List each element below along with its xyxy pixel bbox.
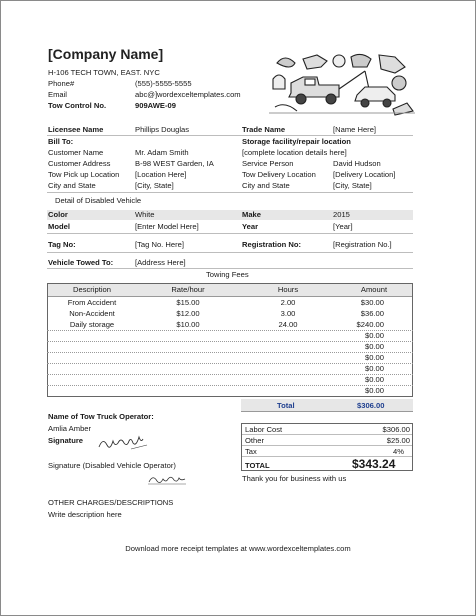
phone-value: (555)-5555-5555 <box>135 79 192 88</box>
licensee-value: Phillips Douglas <box>135 125 190 134</box>
tow-pickup-value: [Location Here] <box>135 170 187 179</box>
company-name: [Company Name] <box>48 46 164 62</box>
fees-cell-description: Non-Accident <box>69 309 115 318</box>
customer-address-value: B-98 WEST Garden, IA <box>135 159 214 168</box>
storage-value: [complete location details here] <box>242 148 347 157</box>
row-separator <box>47 363 413 364</box>
divider <box>47 252 413 253</box>
tax-label: Tax <box>245 447 257 456</box>
tax-value: 4% <box>393 447 404 456</box>
email-label: Email <box>48 90 67 99</box>
disabled-signature-label: Signature (Disabled Vehicle Operator) <box>48 461 176 470</box>
row-separator <box>47 330 413 331</box>
city-state-value-2: [City, State] <box>333 181 372 190</box>
other-charges-text: Write description here <box>48 510 122 519</box>
make-value: 2015 <box>333 210 350 219</box>
storage-label: Storage facility/repair location <box>242 137 351 146</box>
summary-total-value: $343.24 <box>352 457 396 471</box>
tag-label: Tag No: <box>48 240 76 249</box>
fees-cell-amount: $0.00 <box>364 331 384 340</box>
phone-label: Phone# <box>48 79 75 88</box>
fees-total-value: $306.00 <box>357 401 385 410</box>
fees-cell-amount: $240.00 <box>356 320 384 329</box>
fees-table <box>47 283 413 397</box>
model-value: [Enter Model Here] <box>135 222 199 231</box>
email-value: abc@]wordexceltemplates.com <box>135 90 241 99</box>
divider <box>47 268 413 269</box>
other-label: Other <box>245 436 264 445</box>
fees-total-row <box>241 399 413 412</box>
registration-label: Registration No: <box>242 240 302 249</box>
service-person-value: David Hudson <box>333 159 381 168</box>
operator-label: Name of Tow Truck Operator: <box>48 412 154 421</box>
fees-total-label: Total <box>277 401 295 410</box>
customer-name-value: Mr. Adam Smith <box>135 148 189 157</box>
summary-total-label: TOTAL <box>245 461 270 470</box>
tow-pickup-label: Tow Pick up Location <box>48 170 120 179</box>
vehicle-section-title: Detail of Disabled Vehicle <box>55 196 142 205</box>
fees-cell-amount: $0.00 <box>364 353 384 362</box>
operator-signature-label: Signature <box>48 436 84 445</box>
fees-cell-amount: $36.00 <box>360 309 384 318</box>
color-label: Color <box>48 210 68 219</box>
model-label: Model <box>48 222 70 231</box>
row-separator <box>47 374 413 375</box>
fees-cell-hours: 24.00 <box>278 320 298 329</box>
fees-cell-amount: $30.00 <box>360 298 384 307</box>
fees-cell-hours: 2.00 <box>280 298 296 307</box>
fees-cell-rate: $10.00 <box>176 320 200 329</box>
divider <box>47 192 413 193</box>
other-value: $25.00 <box>386 436 410 445</box>
registration-value: [Registration No.] <box>333 240 392 249</box>
row-separator <box>47 341 413 342</box>
customer-address-label: Customer Address <box>48 159 111 168</box>
city-state-label: City and State <box>48 181 96 190</box>
row-separator <box>47 352 413 353</box>
footer-text: Download more receipt templates at www.wordexceltemplates.com <box>125 544 351 553</box>
divider <box>47 233 413 234</box>
labor-label: Labor Cost <box>245 425 283 434</box>
trade-label: Trade Name <box>242 125 286 134</box>
tow-truck-cartoon-icon <box>269 49 415 119</box>
year-value: [Year] <box>333 222 353 231</box>
customer-name-label: Customer Name <box>48 148 104 157</box>
row-separator <box>47 385 413 386</box>
fees-header-hours: Hours <box>277 285 299 294</box>
bill-to-label: Bill To: <box>48 137 74 146</box>
summary-box <box>241 423 413 471</box>
fees-cell-rate: $12.00 <box>176 309 200 318</box>
tow-delivery-label: Tow Delivery Location <box>242 170 316 179</box>
fees-cell-rate: $15.00 <box>176 298 200 307</box>
other-charges-label: OTHER CHARGES/DESCRIPTIONS <box>48 498 174 507</box>
towed-to-value: [Address Here] <box>135 258 186 267</box>
fees-cell-description: From Accident <box>67 298 117 307</box>
operator-signature-image <box>97 435 153 451</box>
fees-header-description: Description <box>73 285 111 294</box>
tow-control-value: 909AWE-09 <box>135 101 176 110</box>
service-person-label: Service Person <box>242 159 294 168</box>
labor-value: $306.00 <box>382 425 410 434</box>
towed-to-label: Vehicle Towed To: <box>48 258 114 267</box>
licensee-label: Licensee Name <box>48 125 104 134</box>
year-label: Year <box>242 222 259 231</box>
vehicle-row-color <box>47 210 413 220</box>
disabled-signature-image <box>147 473 187 485</box>
city-state-value: [City, State] <box>135 181 174 190</box>
tow-delivery-value: [Delivery Location] <box>333 170 396 179</box>
trade-value: [Name Here] <box>333 125 377 134</box>
fees-cell-amount: $0.00 <box>364 364 384 373</box>
fees-header-rate: Rate/hour <box>171 285 205 294</box>
operator-name: Amlia Amber <box>48 424 92 433</box>
fees-cell-hours: 3.00 <box>280 309 296 318</box>
color-value: White <box>135 210 155 219</box>
fees-header-amount: Amount <box>360 285 388 294</box>
divider <box>47 135 413 136</box>
city-state-label-2: City and State <box>242 181 290 190</box>
thank-you-note: Thank you for business with us <box>242 474 347 483</box>
fees-cell-amount: $0.00 <box>364 342 384 351</box>
fees-cell-amount: $0.00 <box>364 386 384 395</box>
company-address: H-106 TECH TOWN, EAST. NYC <box>48 68 160 77</box>
fees-cell-amount: $0.00 <box>364 375 384 384</box>
make-label: Make <box>242 210 261 219</box>
tow-control-label: Tow Control No. <box>48 101 107 110</box>
fees-section-title: Towing Fees <box>206 270 249 279</box>
fees-cell-description: Daily storage <box>69 320 115 329</box>
tag-value: [Tag No. Here] <box>135 240 184 249</box>
